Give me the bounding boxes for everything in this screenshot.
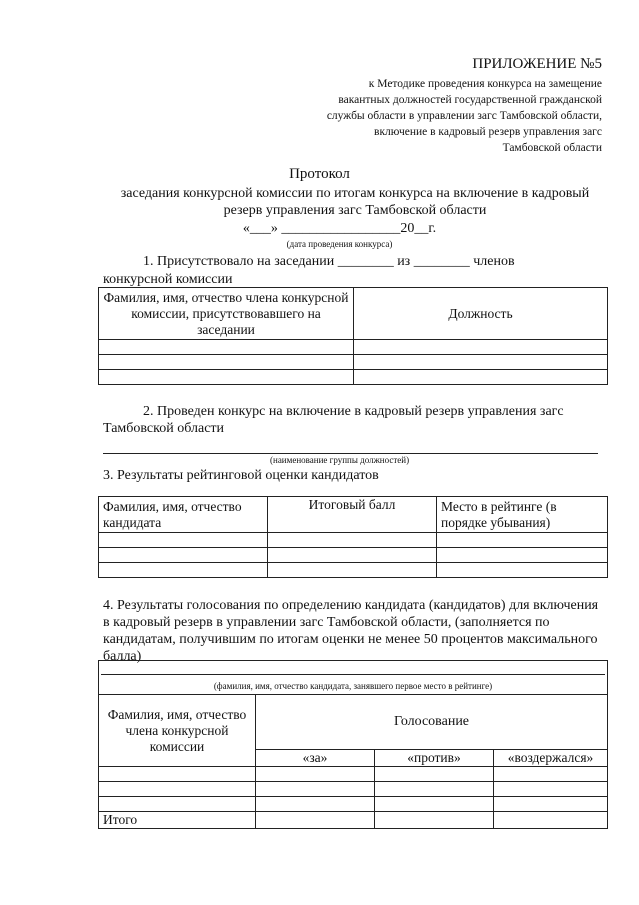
position-group-line — [103, 453, 598, 454]
table-header: Фамилия, имя, отчество члена конкурсной комиссии — [99, 695, 256, 767]
section2-line2: Тамбовской области — [103, 421, 225, 436]
protocol-date-line: «___» _________________20__г. — [242, 221, 437, 236]
section1-line1: 1. Присутствовало на заседании ________ из ________ членов — [143, 254, 515, 269]
section1-line2: конкурсной комиссии — [103, 272, 233, 287]
appendix-title: ПРИЛОЖЕНИЕ №5 — [472, 56, 602, 72]
table-header: Должность — [354, 288, 608, 340]
protocol-title: Протокол — [289, 166, 350, 182]
protocol-subtitle: заседания конкурсной комиссии по итогам конкурса на включение в кадровый резерв управления загс Тамбовской области — [120, 186, 590, 218]
section2-line1: 2. Проведен конкурс на включение в кадровый резерв управления загс — [143, 404, 564, 419]
total-label: Итого — [99, 812, 256, 829]
rating-table — [98, 496, 608, 578]
total-row — [99, 812, 608, 829]
table-row — [99, 340, 608, 355]
appendix-line: включение в кадровый резерв управления загс — [374, 126, 602, 138]
table-row — [99, 782, 608, 797]
appendix-line: вакантных должностей государственной гражданской — [338, 94, 602, 106]
vote-against-header: «против» — [375, 750, 494, 767]
table-header: Фамилия, имя, отчество кандидата — [99, 497, 268, 533]
date-note: (дата проведения конкурса) — [286, 239, 393, 249]
attendance-table — [98, 287, 608, 385]
table-header: Место в рейтинге (в порядке убывания) — [437, 497, 608, 533]
voting-header: Голосование — [256, 695, 608, 750]
appendix-line: Тамбовской области — [502, 142, 602, 154]
candidate-name-line — [101, 674, 605, 675]
vote-for-header: «за» — [256, 750, 375, 767]
vote-abstain-header: «воздержался» — [494, 750, 608, 767]
table-row — [99, 355, 608, 370]
position-group-note: (наименование группы должностей) — [270, 455, 410, 465]
table-row — [99, 548, 608, 563]
section4-text: 4. Результаты голосования по определению кандидата (кандидатов) для включения в кадровый резерв в управлении загс Тамбовской области, (заполняется по кандидатам, получившим по итогам оценки не менее 50 процентов максимального балла) — [103, 598, 599, 664]
candidate-note: (фамилия, имя, отчество кандидата, занявшего первое место в рейтинге) — [213, 681, 493, 691]
appendix-line: к Методике проведения конкурса на замещение — [368, 78, 602, 90]
table-row — [99, 563, 608, 578]
table-header: Итоговый балл — [268, 497, 437, 533]
appendix-line: службы области в управлении загс Тамбовской области, — [326, 110, 602, 122]
section3-title: 3. Результаты рейтинговой оценки кандидатов — [103, 468, 379, 483]
appendix-subtitle — [327, 76, 602, 156]
table-row — [99, 797, 608, 812]
table-row — [99, 533, 608, 548]
voting-table — [98, 660, 608, 829]
table-row — [99, 370, 608, 385]
table-row — [99, 767, 608, 782]
table-header: Фамилия, имя, отчество члена конкурсной комиссии, присутствовавшего на заседании — [99, 288, 354, 340]
